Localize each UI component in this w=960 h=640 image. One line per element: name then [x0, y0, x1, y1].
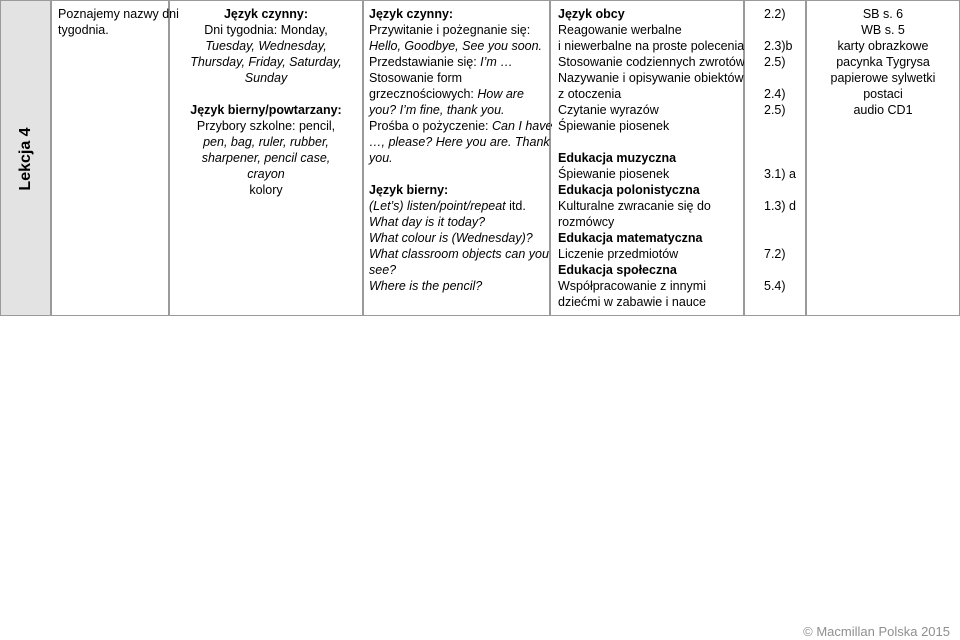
curriculum-ref: 7.2) [764, 247, 786, 261]
curriculum-ref: 1.3) d [764, 199, 796, 213]
structures-line: Przywitanie i pożegnanie się: [369, 23, 531, 37]
structures-line: Przedstawianie się: I’m … [369, 55, 513, 69]
skills-line: Liczenie przedmiotów [558, 247, 679, 261]
topic-line-1: Poznajemy nazwy dni [58, 7, 179, 21]
structures-line: …, please? Here you are. Thank [369, 135, 550, 149]
structures-line: Where is the pencil? [369, 279, 483, 293]
skills-cell [550, 0, 744, 316]
skills-line: dziećmi w zabawie i nauce [558, 295, 706, 309]
structures-line: What day is it today? [369, 215, 486, 229]
skills-line: Nazywanie i opisywanie obiektów [558, 71, 744, 85]
material-line: postaci [863, 87, 903, 101]
skills-line: rozmówcy [558, 215, 615, 229]
vocabulary-passive-heading: Język bierny/powtarzany: [190, 103, 342, 117]
structures-line: Hello, Goodbye, See you soon. [369, 39, 543, 53]
skills-line: Czytanie wyrazów [558, 103, 659, 117]
vocabulary-line: Przybory szkolne: pencil, [196, 119, 336, 133]
vocabulary-line: kolory [249, 183, 283, 197]
material-line: audio CD1 [853, 103, 913, 117]
vocabulary-line: sharpener, pencil case, [201, 151, 331, 165]
skills-heading: Edukacja polonistyczna [558, 183, 700, 197]
curriculum-ref: 2.2) [764, 7, 786, 21]
structures-line: see? [369, 263, 397, 277]
topic-cell [51, 0, 179, 316]
curriculum-ref: 2.4) [764, 87, 786, 101]
structures-line: grzecznościowych: How are [369, 87, 524, 101]
vocabulary-cell [169, 0, 363, 316]
copyright-footer: © Macmillan Polska 2015 [803, 624, 950, 639]
material-line: karty obrazkowe [837, 39, 929, 53]
skills-line: z otoczenia [558, 87, 622, 101]
structures-cell [363, 0, 553, 316]
structures-line: you. [369, 151, 393, 165]
material-line: SB s. 6 [862, 7, 904, 21]
skills-line: Śpiewanie piosenek [558, 167, 670, 181]
curriculum-ref: 2.3)b [764, 39, 793, 53]
skills-line: Stosowanie codziennych zwrotów [558, 55, 745, 69]
structures-line: Prośba o pożyczenie: Can I have [369, 119, 553, 133]
skills-line: Kulturalne zwracanie się do [558, 199, 711, 213]
structures-line: What colour is (Wednesday)? [369, 231, 533, 245]
vocabulary-line: crayon [247, 167, 285, 181]
structures-line: Stosowanie form [369, 71, 463, 85]
materials-cell [806, 0, 960, 316]
material-line: WB s. 5 [861, 23, 905, 37]
vocabulary-line: Sunday [244, 71, 288, 85]
structures-active-heading: Język czynny: [369, 7, 454, 21]
vocabulary-line: pen, bag, ruler, rubber, [203, 135, 329, 149]
vocabulary-line: Tuesday, Wednesday, [205, 39, 327, 53]
vocabulary-line: Thursday, Friday, Saturday, [190, 55, 342, 69]
skills-heading: Język obcy [558, 7, 625, 21]
curriculum-ref: 2.5) [764, 103, 786, 117]
skills-line: Współpracowanie z innymi [558, 279, 706, 293]
skills-heading: Edukacja społeczna [558, 263, 677, 277]
skills-line: i niewerbalne na proste polecenia [558, 39, 745, 53]
skills-heading: Edukacja muzyczna [558, 151, 677, 165]
lesson-cell [0, 0, 51, 316]
material-line: papierowe sylwetki [830, 71, 936, 85]
topic-line-2: tygodnia. [58, 23, 109, 37]
lesson-label: Lekcja 4 [17, 127, 34, 191]
curriculum-ref: 5.4) [764, 279, 786, 293]
curriculum-ref: 2.5) [764, 55, 786, 69]
curriculum-refs-cell [744, 0, 806, 316]
structures-line: you? I’m fine, thank you. [369, 103, 505, 117]
vocabulary-active-heading: Język czynny: [223, 7, 309, 21]
structures-line: (Let’s) listen/point/repeat itd. [369, 199, 526, 213]
structures-line: What classroom objects can you [369, 247, 549, 261]
vocabulary-line: Dni tygodnia: Monday, [204, 23, 328, 37]
material-line: pacynka Tygrysa [836, 55, 930, 69]
skills-heading: Edukacja matematyczna [558, 231, 703, 245]
curriculum-ref: 3.1) a [764, 167, 796, 181]
skills-line: Reagowanie werbalne [558, 23, 682, 37]
structures-passive-heading: Język bierny: [369, 183, 449, 197]
skills-line: Śpiewanie piosenek [558, 119, 670, 133]
